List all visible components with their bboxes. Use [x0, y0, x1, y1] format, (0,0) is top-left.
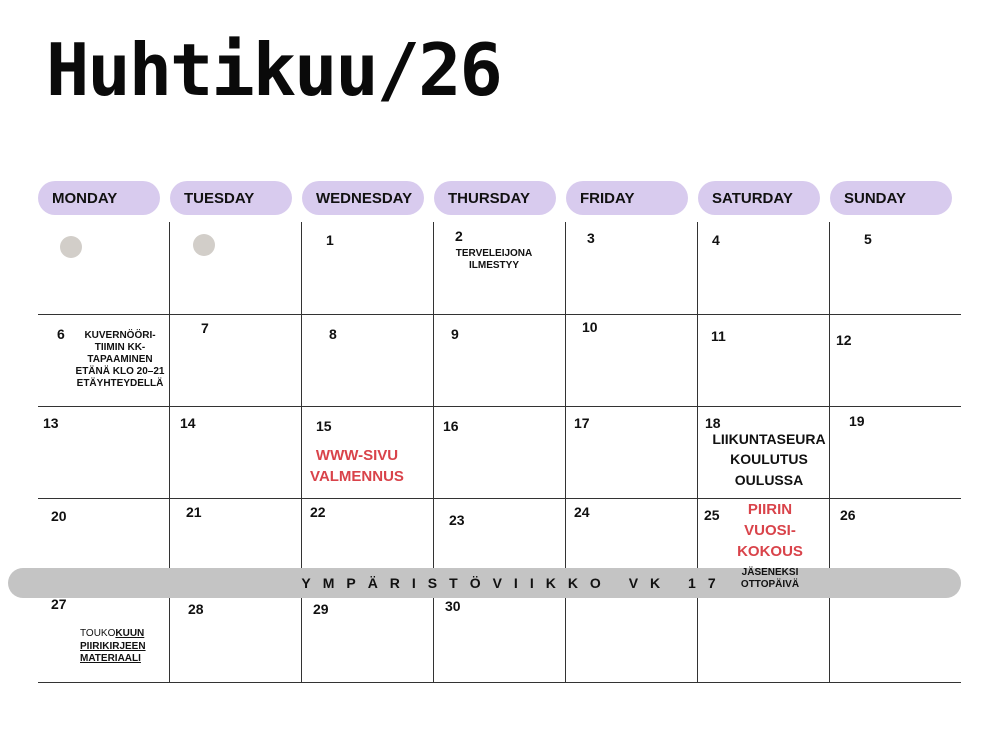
day-header-wednesday: WEDNESDAY [302, 181, 424, 215]
date-21: 21 [186, 504, 202, 520]
date-22: 22 [310, 504, 326, 520]
date-26: 26 [840, 507, 856, 523]
date-16: 16 [443, 418, 459, 434]
date-5: 5 [864, 231, 872, 247]
date-29: 29 [313, 601, 329, 617]
date-2: 2 [455, 228, 463, 244]
day-header-friday: FRIDAY [566, 181, 688, 215]
date-13: 13 [43, 415, 59, 431]
date-12: 12 [836, 332, 852, 348]
date-20: 20 [51, 508, 67, 524]
event-apr18: LIIKUNTASEURA KOULUTUS OULUSSA [712, 431, 826, 488]
date-3: 3 [587, 230, 595, 246]
day-header-saturday: SATURDAY [698, 181, 820, 215]
date-19: 19 [849, 413, 865, 429]
event-apr25-membership: JÄSENEKSI OTTOPÄIVÄ [740, 567, 800, 590]
day-header-sunday: SUNDAY [830, 181, 952, 215]
date-7: 7 [201, 320, 209, 336]
date-11: 11 [711, 328, 726, 344]
date-24: 24 [574, 504, 590, 520]
date-9: 9 [451, 326, 459, 342]
event-apr25-meeting: PIIRIN VUOSI- KOKOUS [737, 501, 803, 560]
day-header-thursday: THURSDAY [434, 181, 556, 215]
date-14: 14 [180, 415, 196, 431]
event-apr27: TOUKOKUUN PIIRIKIRJEEN MATERIAALI [80, 628, 146, 664]
date-28: 28 [188, 601, 204, 617]
date-8: 8 [329, 326, 337, 342]
day-header-tuesday: TUESDAY [170, 181, 292, 215]
date-18: 18 [705, 415, 721, 431]
event-apr2: TERVELEIJONA ILMESTYY [455, 248, 533, 271]
date-17: 17 [574, 415, 590, 431]
date-25: 25 [704, 507, 720, 523]
environment-week-label: YMPÄRISTÖVIIKKO VK 17 [301, 575, 728, 591]
empty-day-dot [193, 234, 215, 256]
event-apr15: WWW-SIVU VALMENNUS [310, 447, 404, 485]
date-23: 23 [449, 512, 465, 528]
date-30: 30 [445, 598, 461, 614]
day-header-monday: MONDAY [38, 181, 160, 215]
empty-day-dot [60, 236, 82, 258]
page-title: Huhtikuu/26 [46, 28, 501, 112]
date-4: 4 [712, 232, 720, 248]
date-15: 15 [316, 418, 332, 434]
date-27: 27 [51, 596, 67, 612]
date-1: 1 [326, 232, 334, 248]
date-10: 10 [582, 319, 598, 335]
event-apr6: KUVERNÖÖRI- TIIMIN KK- TAPAAMINEN ETÄNÄ KLO 20–21 ETÄYHTEYDELLÄ [75, 330, 165, 389]
date-6: 6 [57, 326, 65, 342]
